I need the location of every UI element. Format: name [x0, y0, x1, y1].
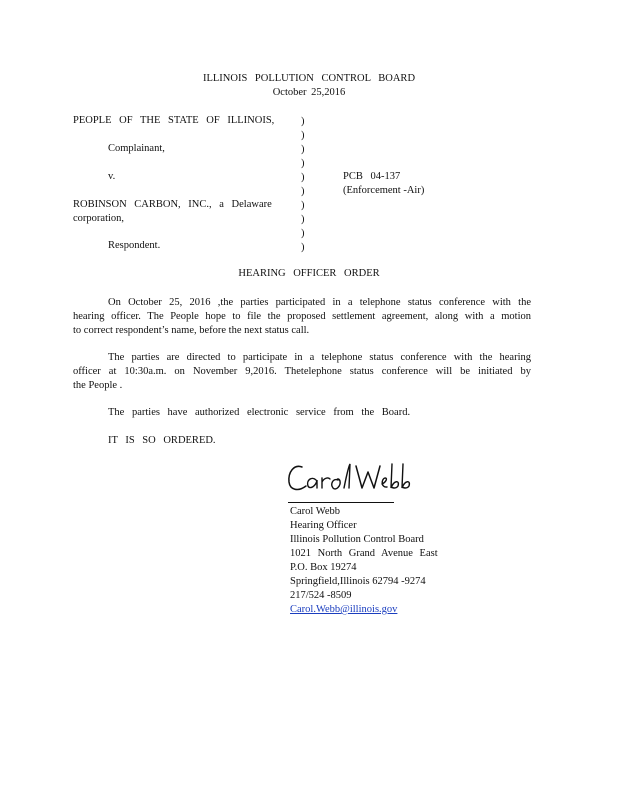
- paren: ): [301, 242, 305, 253]
- signer-email-link[interactable]: Carol.Webb@illinois.gov: [290, 604, 398, 615]
- paragraph-line: On October 25, 2016 ,the parties participated in a telephone status conference with the: [108, 297, 531, 308]
- case-number: PCB 04-137: [343, 171, 401, 182]
- signer-city: Springfield,Illinois 62794 -9274: [290, 576, 426, 587]
- complainant-name: PEOPLE OF THE STATE OF ILLINOIS,: [73, 115, 275, 126]
- signer-organization: Illinois Pollution Control Board: [290, 534, 424, 545]
- paragraph-line: The parties are directed to participate in a telephone status conference with the hearing: [108, 352, 531, 363]
- order-title: HEARING OFFICER ORDER: [238, 268, 380, 279]
- order-date: October 25,2016: [272, 87, 346, 98]
- signature-line: [288, 502, 394, 503]
- paragraph-3: The parties have authorized electronic service from the Board.: [108, 407, 411, 418]
- board-name: ILLINOIS POLLUTION CONTROL BOARD: [202, 73, 416, 84]
- signer-title: Hearing Officer: [290, 520, 357, 531]
- versus-label: v.: [108, 171, 116, 182]
- case-type: (Enforcement -Air): [343, 185, 425, 196]
- paragraph-2: [73, 351, 531, 393]
- paragraph-line: officer at 10:30a.m. on November 9,2016. Thetelephone status conference will be initiated by: [73, 366, 531, 377]
- paren: ): [301, 228, 305, 239]
- respondent-name-cont: corporation,: [73, 213, 125, 224]
- paragraph-line: the People .: [73, 380, 123, 391]
- signature-image: [286, 458, 416, 498]
- paren: ): [301, 200, 305, 211]
- caption-parens: [301, 115, 305, 255]
- paren: ): [301, 130, 305, 141]
- paragraph-line: to correct respondent’s name, before the next status call.: [73, 325, 310, 336]
- signer-street: 1021 North Grand Avenue East: [290, 548, 438, 559]
- paragraph-line: hearing officer. The People hope to file the proposed settlement agreement, along with a motion: [73, 311, 531, 322]
- respondent-role: Respondent.: [108, 240, 161, 251]
- respondent-name: ROBINSON CARBON, INC., a Delaware: [73, 199, 272, 210]
- signer-phone: 217/524 -8509: [290, 590, 352, 601]
- signer-name: Carol Webb: [290, 506, 340, 517]
- paren: ): [301, 158, 305, 169]
- complainant-role: Complainant,: [108, 143, 165, 154]
- paren: ): [301, 186, 305, 197]
- signature-block: [290, 505, 438, 617]
- paren: ): [301, 214, 305, 225]
- paren: ): [301, 116, 305, 127]
- paragraph-1: [73, 296, 531, 338]
- paragraph-4: IT IS SO ORDERED.: [108, 435, 216, 446]
- paren: ): [301, 172, 305, 183]
- signer-po-box: P.O. Box 19274: [290, 562, 357, 573]
- paren: ): [301, 144, 305, 155]
